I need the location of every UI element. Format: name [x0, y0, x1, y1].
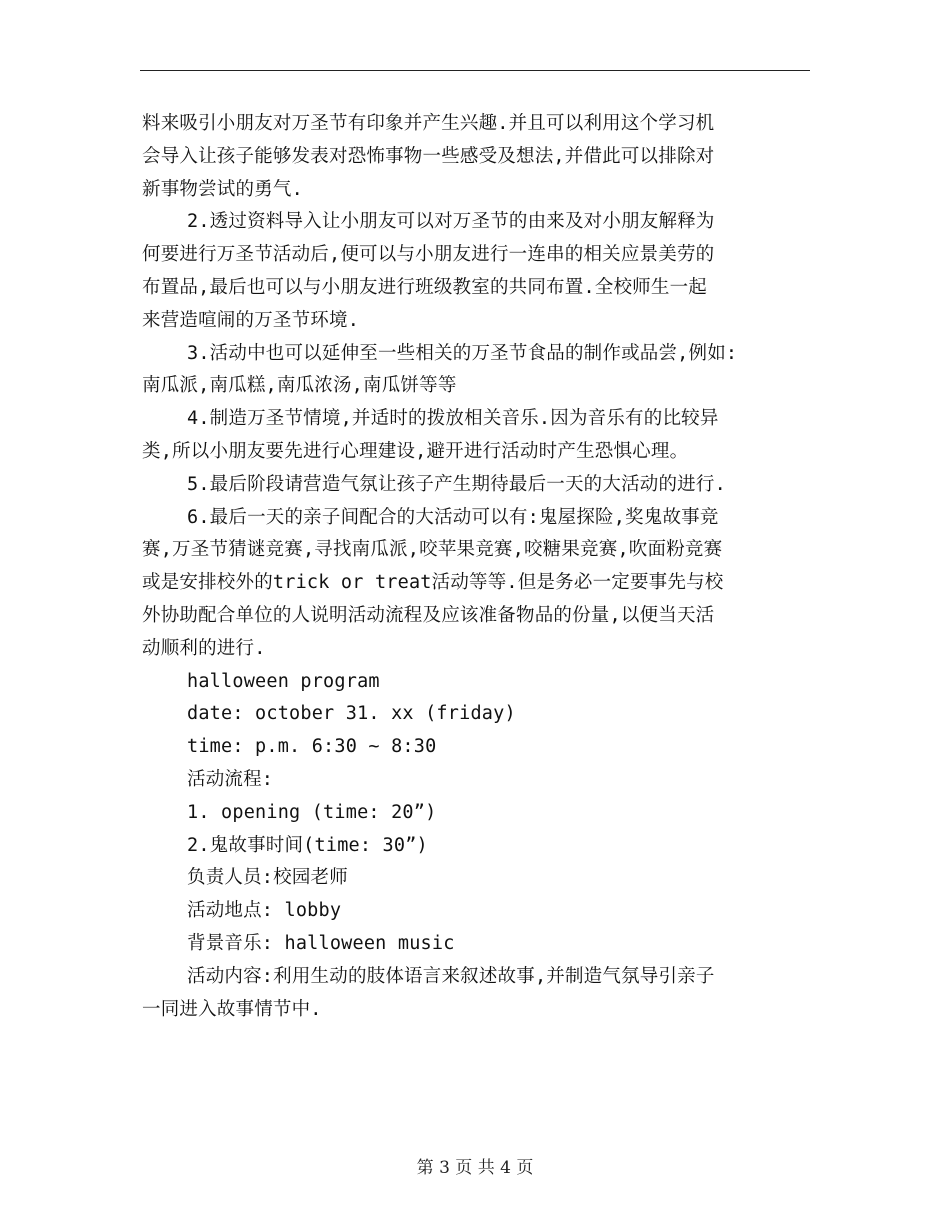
text-line: 赛,万圣节猜谜竞赛,寻找南瓜派,咬苹果竞赛,咬糖果竞赛,吹面粉竞赛 — [142, 539, 723, 561]
text-line: 2.透过资料导入让小朋友可以对万圣节的由来及对小朋友解释为 — [187, 211, 715, 233]
text-line: 来营造喧闹的万圣节环境. — [142, 309, 360, 331]
text-line: 活动内容:利用生动的肢体语言来叙述故事,并制造气氛导引亲子 — [187, 965, 715, 987]
text-line: 类,所以小朋友要先进行心理建设,避开进行活动时产生恐惧心理。 — [142, 440, 689, 462]
text-line: 背景音乐: halloween music — [187, 932, 455, 954]
page-number: 第 3 页 共 4 页 — [416, 1158, 534, 1178]
text-line: 动顺利的进行. — [142, 637, 266, 659]
text-line: time: p.m. 6:30 ~ 8:30 — [187, 736, 437, 758]
text-line: 或是安排校外的trick or treat活动等等.但是务必一定要事先与校 — [142, 572, 724, 594]
header-rule — [140, 70, 810, 71]
text-line: 3.活动中也可以延伸至一些相关的万圣节食品的制作或品尝,例如: — [187, 342, 738, 364]
text-line: 1. opening (time: 20”) — [187, 801, 437, 823]
text-line: 负责人员:校园老师 — [187, 867, 348, 889]
text-line: 一同进入故事情节中. — [142, 998, 322, 1020]
text-line: 活动地点: lobby — [187, 900, 342, 922]
text-line: 外协助配合单位的人说明活动流程及应该准备物品的份量,以便当天活 — [142, 604, 715, 626]
text-line: 布置品,最后也可以与小朋友进行班级教室的共同布置.全校师生一起 — [142, 276, 707, 298]
text-line: 何要进行万圣节活动后,便可以与小朋友进行一连串的相关应景美劳的 — [142, 244, 715, 266]
text-line: 新事物尝试的勇气. — [142, 178, 303, 200]
text-line: 料来吸引小朋友对万圣节有印象并产生兴趣.并且可以利用这个学习机 — [142, 113, 715, 134]
document-body — [142, 108, 822, 1026]
text-line: 会导入让孩子能够发表对恐怖事物一些感受及想法,并借此可以排除对 — [142, 145, 715, 167]
text-line: 4.制造万圣节情境,并适时的拨放相关音乐.因为音乐有的比较异 — [187, 408, 719, 430]
text-line: 2.鬼故事时间(time: 30”) — [187, 834, 428, 856]
text-line: 5.最后阶段请营造气氛让孩子产生期待最后一天的大活动的进行. — [187, 473, 726, 495]
text-line: 活动流程: — [187, 768, 274, 790]
text-line: halloween program — [187, 670, 380, 692]
text-line: 南瓜派,南瓜糕,南瓜浓汤,南瓜饼等等 — [142, 375, 457, 397]
text-line: date: october 31. xx (friday) — [187, 703, 516, 725]
text-line: 6.最后一天的亲子间配合的大活动可以有:鬼屋探险,奖鬼故事竞 — [187, 506, 719, 528]
